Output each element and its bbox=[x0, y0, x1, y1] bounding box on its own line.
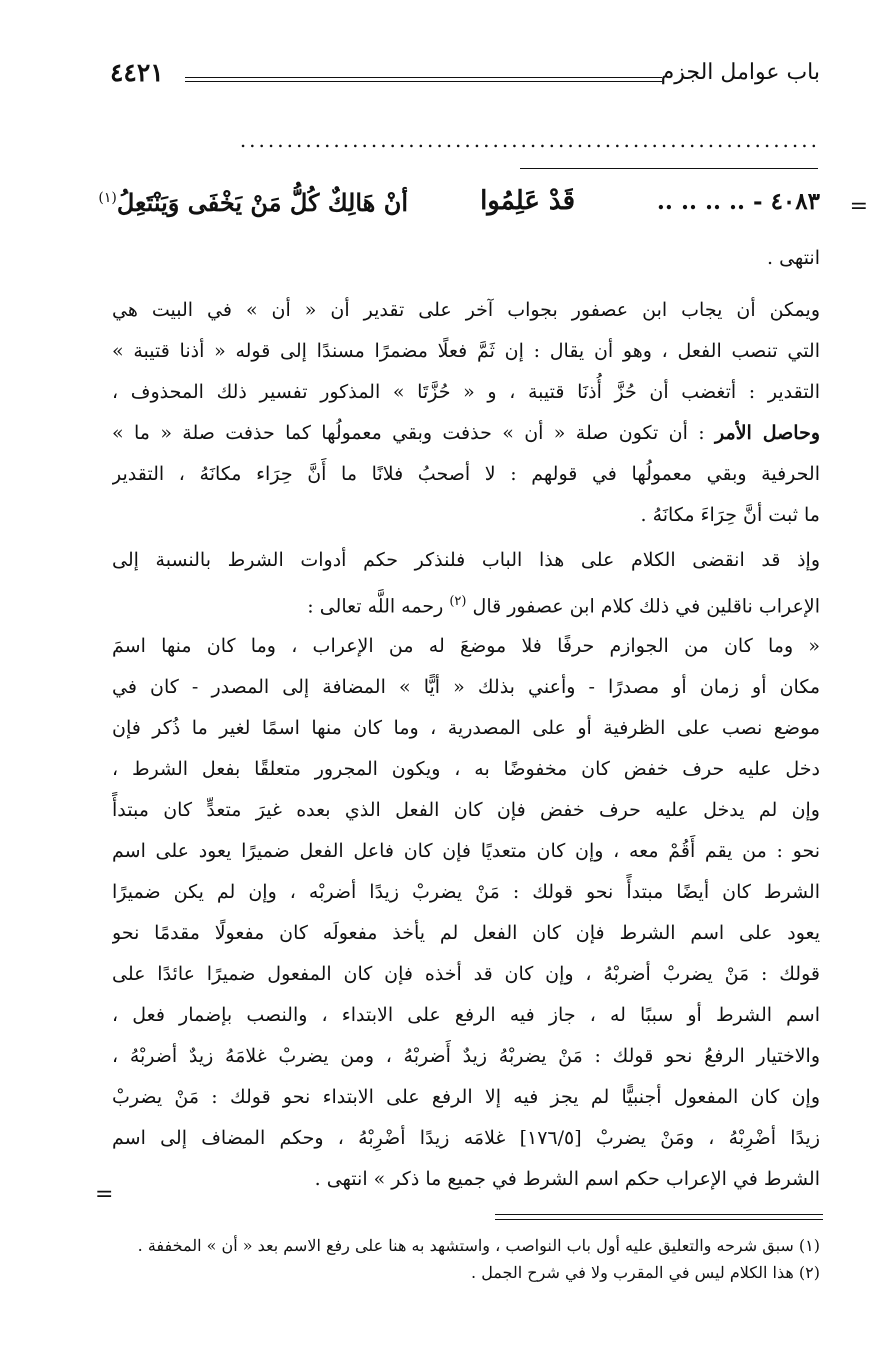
text-line bbox=[112, 413, 820, 454]
footnote-reference: (١) bbox=[98, 190, 117, 206]
text-line: وإن لم يدخل عليه حرف خفض فإن كان الفعل الذي بعده غيرَ متعدٍّ كان مبتدأً bbox=[112, 799, 820, 821]
text-line: الشرط كان أيضًا مبتدأً نحو قولك : مَنْ يضربْ زيدًا أضربْه ، وإن لم يكن ضميرًا bbox=[112, 881, 820, 903]
text-line: ما ثبت أنَّ حِرَاءَ مكانَهُ . bbox=[640, 504, 820, 526]
text-line: « وما كان من الجوازم حرفًا فلا موضعَ له من الإعراب ، وما كان منها اسمَ bbox=[112, 635, 820, 657]
continuation-marker: = bbox=[849, 194, 868, 219]
body-text-block-2 bbox=[112, 290, 820, 536]
verse-number: ٤٠٨٣ - .. .. .. .. bbox=[656, 188, 820, 215]
text-line: انتهى . bbox=[767, 247, 820, 269]
text-run: رحمه اللَّه تعالى : bbox=[307, 595, 444, 618]
footnotes bbox=[112, 1232, 820, 1286]
header-rule bbox=[185, 77, 662, 82]
text-line: التقدير : أتغضب أن حُزَّ أُذنَا قتيبة ، و « حُزَّتَا » المذكور تفسير ذلك المحذوف ، bbox=[112, 381, 820, 403]
footnote-rule-top bbox=[495, 1214, 823, 1215]
footnote-1: (١) سبق شرحه والتعليق عليه أول باب النواصب ، واستشهد به هنا على رفع الاسم بعد « أن » المخففة . bbox=[137, 1236, 820, 1255]
chapter-title: باب عوامل الجزم bbox=[660, 60, 820, 85]
text-line: وإن كان المفعول أجنبيًّا لم يجز فيه إلا الرفع على الابتداء نحو قولك : مَنْ يضربْ bbox=[112, 1086, 820, 1108]
text-line: الحرفية وبقي معمولُها في قولهم : لا أصحبُ فلانًا ما أَنَّ حِرَاء مكانَهُ ، التقدير bbox=[112, 463, 820, 485]
verse-hemistich-second-text: أنْ هَالِكٌ كُلُّ مَنْ يَخْفَى وَيَنْتَعِلُ bbox=[116, 188, 408, 217]
footnote-reference: (٢) bbox=[449, 594, 467, 609]
text-line: دخل عليه حرف خفض كان مخفوضًا به ، ويكون المجرور متعلقًا بفعل الشرط ، bbox=[112, 758, 820, 780]
text-line: وإذ قد انقضى الكلام على هذا الباب فلنذكر حكم أدوات الشرط بالنسبة إلى bbox=[112, 549, 820, 571]
bold-phrase: وحاصل الأمر bbox=[715, 422, 820, 444]
text-line: يعود على اسم الشرط فإن كان الفعل لم يأخذ مفعولَه كان مفعولًا مقدمًا نحو bbox=[112, 922, 820, 944]
verse-hemistich-second bbox=[98, 188, 408, 217]
text-line: زيدًا أضْرِبْهُ ، ومَنْ يضربْ [١٧٦/٥] غلامَه زيدًا أضْرِبْهُ ، وحكم المضاف إلى اسم bbox=[112, 1127, 820, 1149]
text-line: والاختيار الرفعُ نحو قولك : مَنْ يضربْهُ زيدٌ أَضربْهُ ، ومن يضربْ غلامَهُ زيدٌ أضربْهُ ، bbox=[112, 1045, 820, 1067]
verse-hemistich-first: قَدْ عَلِمُوا bbox=[480, 186, 575, 216]
text-line: ويمكن أن يجاب ابن عصفور بجواب آخر على تقدير أن « أن » في البيت هي bbox=[112, 299, 820, 321]
text-line: الشرط في الإعراب حكم اسم الشرط في جميع ما ذكر » انتهى . bbox=[314, 1168, 820, 1190]
body-text-block-1 bbox=[112, 238, 820, 279]
text-line: مكان أو زمان أو مصدرًا - وأعني بذلك « أيًّا » المضافة إلى المصدر - كان في bbox=[112, 676, 820, 698]
text-line: قولك : مَنْ يضربْ أضربْهُ ، وإن كان قد أخذه فإن كان المفعول ضميرًا عائدًا على bbox=[112, 963, 820, 985]
text-line: نحو : من يقم أَقُمْ معه ، وإن كان متعديًا فإن كان فاعل الفعل ضميرًا يعود على اسم bbox=[112, 840, 820, 862]
text-run: الإعراب ناقلين في ذلك كلام ابن عصفور قال bbox=[472, 595, 820, 618]
elision-dots: .............................................................. bbox=[239, 128, 820, 152]
footnote-2: (٢) هذا الكلام ليس في المقرب ولا في شرح الجمل . bbox=[471, 1263, 820, 1282]
text-line bbox=[112, 581, 820, 622]
page-header bbox=[110, 58, 820, 98]
text-line: موضع نصب على الظرفية أو على المصدرية ، وما كان منها اسمًا لغير ما ذُكر فإن bbox=[112, 717, 820, 739]
footnote-rule-bottom bbox=[495, 1219, 823, 1220]
text-line: اسم الشرط أو سببًا له ، جاز فيه الرفع على الابتداء ، والنصب بإضمار فعل ، bbox=[112, 1004, 820, 1026]
quotation-block bbox=[112, 626, 820, 1200]
body-text-block-3 bbox=[112, 540, 820, 622]
text-run: : أن تكون صلة « أن » حذفت وبقي معمولُها كما حذفت صلة « ما » bbox=[112, 422, 705, 444]
text-line: التي تنصب الفعل ، وهو أن يقال : إن ثَمَّ فعلًا مضمرًا مسندًا إلى قوله « أذنا قتيبة » bbox=[112, 340, 820, 362]
continuation-marker: = bbox=[95, 1182, 114, 1207]
page-number: ٤٤٢١ bbox=[110, 58, 164, 87]
poetry-verse bbox=[98, 186, 868, 232]
dots-underline bbox=[520, 168, 818, 169]
